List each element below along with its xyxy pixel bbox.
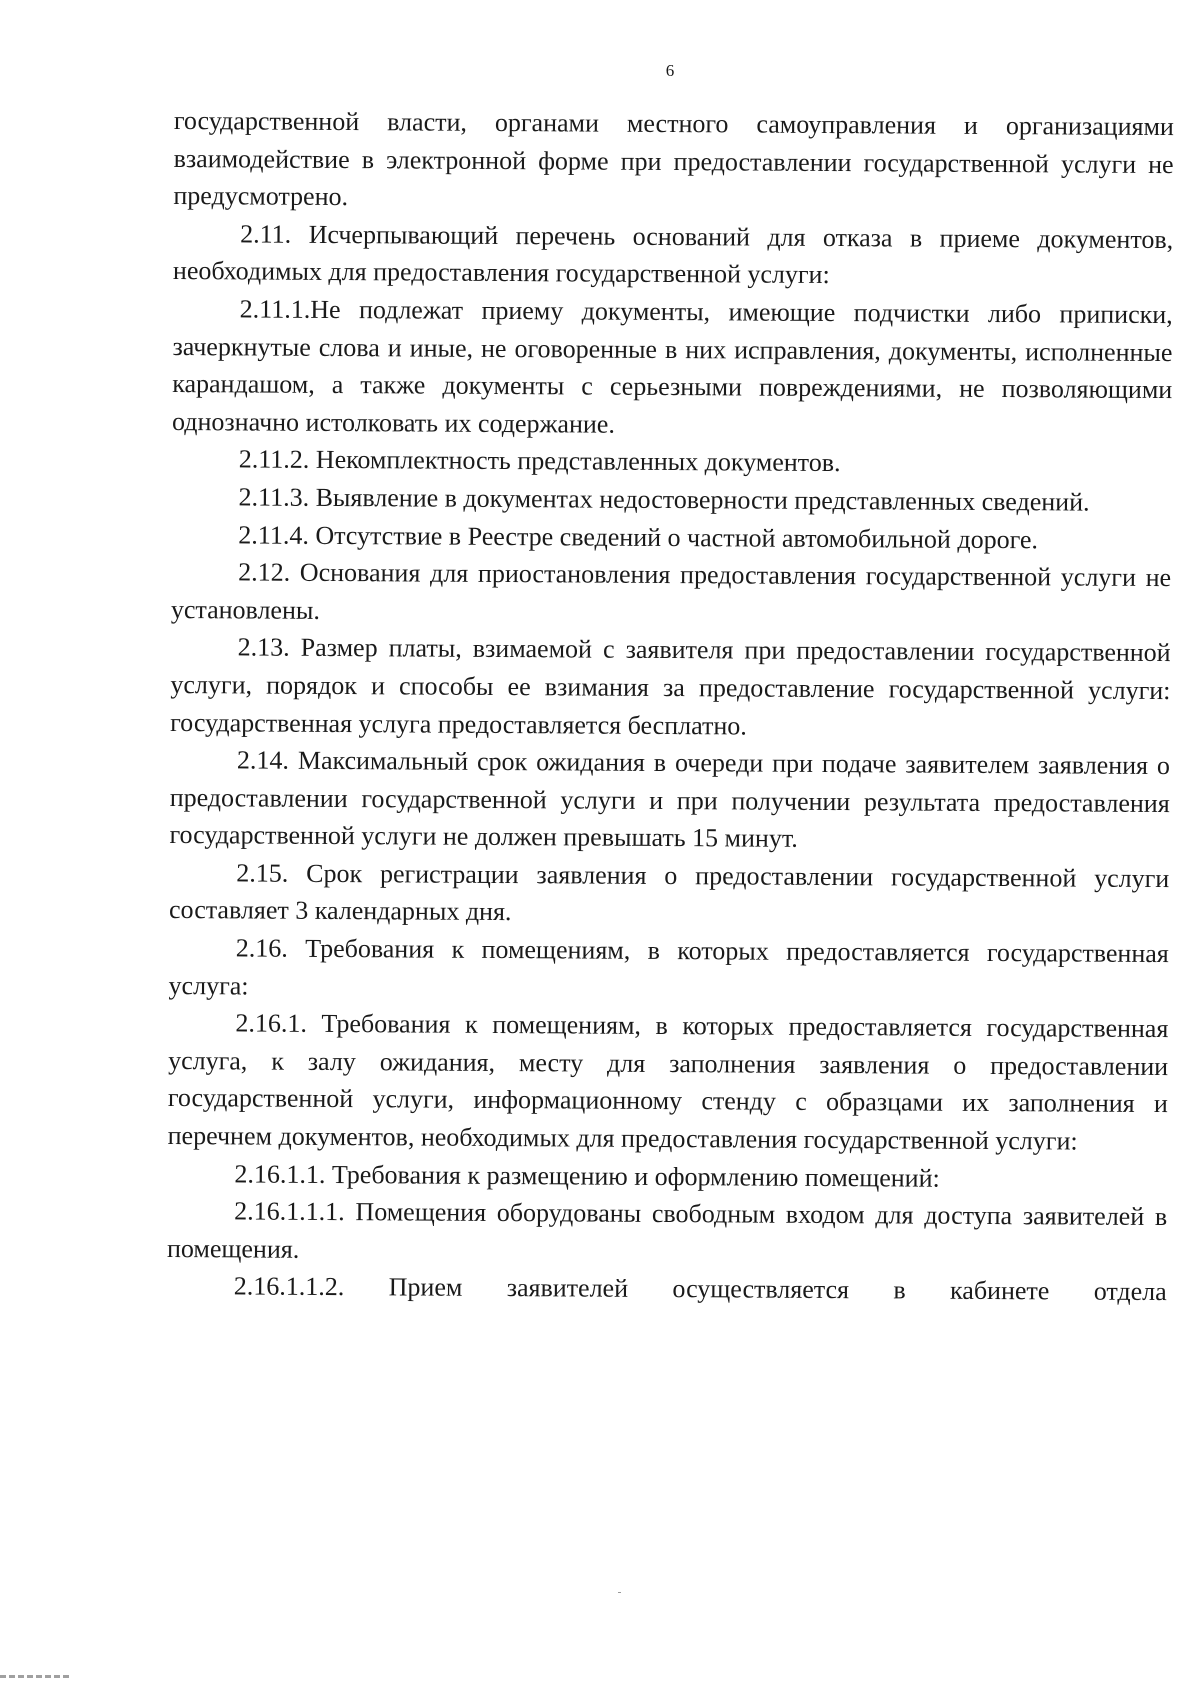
paragraph-2-12: 2.12. Основания для приостановления предоставления государственной услуги не установлены.	[170, 557, 1172, 625]
paragraph-2-14: 2.14. Максимальный срок ожидания в очереди при подаче заявителем заявления о предоставлении государственной услуги и при получении результата предоставления государственной услуги не должен превышать 15 минут.	[169, 745, 1171, 854]
paragraph-2-11-4: 2.11.4. Отсутствие в Реестре сведений о частной автомобильной дороге.	[238, 519, 1039, 554]
paragraph-2-16-1-1-2: 2.16.1.1.2. Прием заявителей осуществляется в кабинете отдела	[233, 1271, 1167, 1307]
paragraph-continuation: государственной власти, органами местного самоуправления и организациями взаимодействие в электронной форме при предоставлении государственной услуги не предусмотрено.	[173, 105, 1174, 212]
document-body	[167, 102, 1174, 1311]
scan-artifact-dot	[618, 1592, 621, 1593]
paragraph-2-11-2: 2.11.2. Некомплектность представленных документов.	[238, 444, 841, 478]
paragraph-2-16: 2.16. Требования к помещениям, в которых предоставляется государственная услуга:	[168, 933, 1169, 1001]
paragraph-2-16-1-1-1: 2.16.1.1.1. Помещения оборудованы свободным входом для доступа заявителей в помещения.	[166, 1196, 1168, 1264]
paragraph-2-16-1-1: 2.16.1.1. Требования к размещению и оформлению помещений:	[234, 1159, 940, 1193]
paragraph-2-11-1: 2.11.1.Не подлежат приему документы, имеющие подчистки либо приписки, зачеркнутые слова и иные, не оговоренные в них исправления, документы, исполненные карандашом, а также документы с серьезными повреждениями, не позволяющими однозначно истолковать их содержание.	[171, 294, 1173, 439]
paragraph-2-15: 2.15. Срок регистрации заявления о предоставлении государственной услуги составляет 3 календарных дня.	[168, 858, 1170, 927]
paragraph-2-16-1: 2.16.1. Требования к помещениям, в которых предоставляется государственная услуга, к залу ожидания, месту для заполнения заявления о предоставлении государственной услуги, информационному стенду с образцами их заполнения и перечнем документов, необходимых для предоставления государственной услуги:	[167, 1008, 1169, 1156]
paragraph-2-11: 2.11. Исчерпывающий перечень оснований для отказа в приеме документов, необходимых для предоставления государственной услуги:	[172, 219, 1174, 290]
paragraph-2-11-3: 2.11.3. Выявление в документах недостоверности представленных сведений.	[238, 482, 1090, 517]
paragraph-2-13: 2.13. Размер платы, взимаемой с заявителя при предоставлении государственной услуги, порядок и способы ее взимания за предоставление государственной услуги: государственная услуга предоставляется бесплатно.	[170, 632, 1171, 741]
scan-artifact-edge	[0, 1675, 70, 1678]
page-number: 6	[665, 61, 675, 80]
